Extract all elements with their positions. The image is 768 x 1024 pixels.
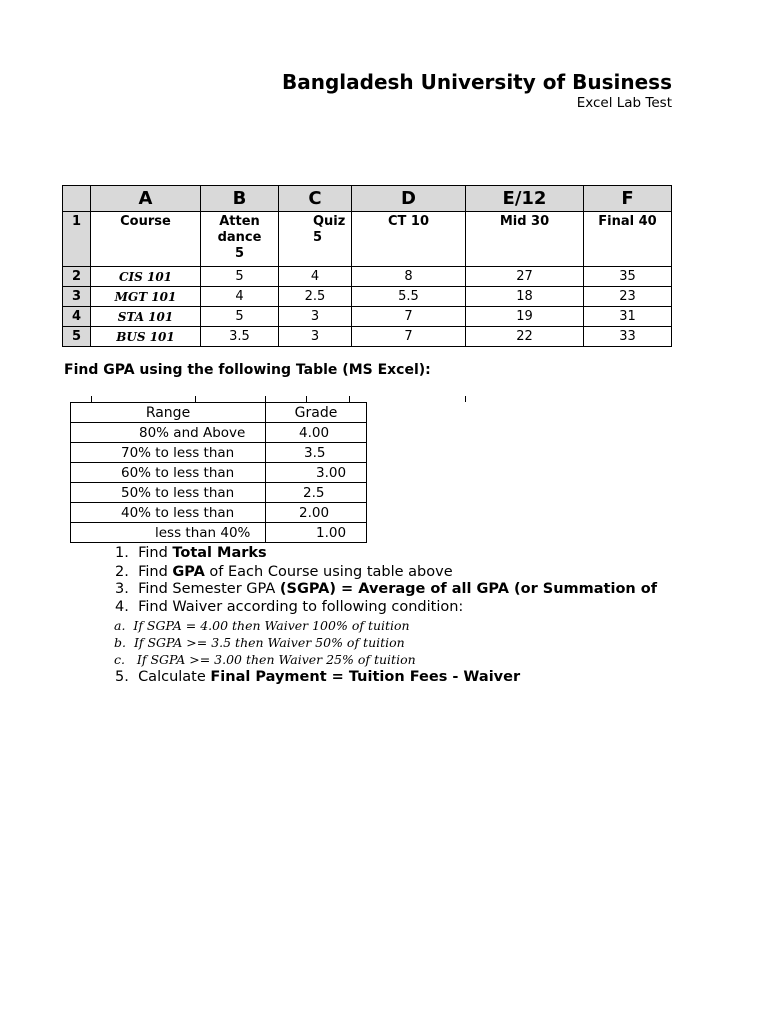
university-title: Bangladesh University of Business <box>281 70 672 94</box>
task-text: Find Semester GPA <box>138 581 280 597</box>
course-cell: CIS 101 <box>91 267 201 287</box>
final-cell: 23 <box>584 287 672 307</box>
task-number: 3. <box>115 581 129 597</box>
grade-row <box>71 503 367 523</box>
ct-cell: 5.5 <box>352 287 466 307</box>
task-text: Calculate <box>138 669 211 685</box>
task-bold: Final Payment = Tuition Fees - Waiver <box>210 669 521 685</box>
task-number: 2. <box>115 564 129 580</box>
course-cell: MGT 101 <box>91 287 201 307</box>
condition-item <box>114 635 405 650</box>
range-header: Range <box>71 403 266 423</box>
condition-letter: b. <box>114 635 126 650</box>
header-course: Course <box>91 212 201 267</box>
course-cell: BUS 101 <box>91 327 201 347</box>
task-text: Find <box>138 545 173 561</box>
task-item <box>115 599 463 615</box>
attendance-cell: 5 <box>201 267 279 287</box>
grade-cell: 4.00 <box>266 423 367 443</box>
table-row <box>63 267 672 287</box>
final-cell: 35 <box>584 267 672 287</box>
header-quiz: Quiz 5 <box>279 212 352 267</box>
ct-cell: 7 <box>352 307 466 327</box>
condition-text: If SGPA >= 3.5 then Waiver 50% of tuition <box>133 635 405 650</box>
quiz-cell: 3 <box>279 307 352 327</box>
final-cell: 31 <box>584 307 672 327</box>
task-rest: of Each Course using table above <box>204 564 453 580</box>
attendance-cell: 5 <box>201 307 279 327</box>
task-bold: (SGPA) = Average of all GPA (or Summation of <box>279 581 658 597</box>
table-row <box>63 307 672 327</box>
column-header: E/12 <box>466 186 584 212</box>
range-cell: 50% to less than <box>71 483 266 503</box>
header-attendance: Atten dance 5 <box>201 212 279 267</box>
task-number: 1. <box>115 545 129 561</box>
column-header: B <box>201 186 279 212</box>
task-item <box>115 581 657 597</box>
row-number: 5 <box>63 327 91 347</box>
grade-cell: 3.5 <box>266 443 367 463</box>
quiz-cell: 2.5 <box>279 287 352 307</box>
grade-row <box>71 483 367 503</box>
gpa-question: Find GPA using the following Table (MS Excel): <box>64 362 431 378</box>
task-bold: Total Marks <box>172 545 267 561</box>
range-cell: 70% to less than <box>71 443 266 463</box>
course-cell: STA 101 <box>91 307 201 327</box>
corner-cell <box>63 186 91 212</box>
task-text: Find Waiver according to following condition: <box>138 599 464 615</box>
condition-text: If SGPA = 4.00 then Waiver 100% of tuition <box>133 618 410 633</box>
table-row <box>63 327 672 347</box>
grade-header: Grade <box>266 403 367 423</box>
grade-table <box>70 402 367 543</box>
task-item <box>115 669 520 685</box>
ct-cell: 8 <box>352 267 466 287</box>
condition-letter: c. <box>114 652 125 667</box>
header-final: Final 40 <box>584 212 672 267</box>
column-header: D <box>352 186 466 212</box>
grade-row <box>71 423 367 443</box>
range-cell: 40% to less than <box>71 503 266 523</box>
task-bold: GPA <box>172 564 205 580</box>
mid-cell: 19 <box>466 307 584 327</box>
condition-text: If SGPA >= 3.00 then Waiver 25% of tuition <box>136 652 416 667</box>
task-item <box>115 564 453 580</box>
row-number: 1 <box>63 212 91 267</box>
attendance-cell: 4 <box>201 287 279 307</box>
task-text: Find <box>138 564 173 580</box>
marks-table <box>62 185 672 347</box>
tick-mark <box>465 396 466 402</box>
grade-cell: 3.00 <box>266 463 367 483</box>
attendance-cell: 3.5 <box>201 327 279 347</box>
row-number: 4 <box>63 307 91 327</box>
range-cell: less than 40% <box>71 523 266 543</box>
ct-cell: 7 <box>352 327 466 347</box>
header-mid: Mid 30 <box>466 212 584 267</box>
task-item <box>115 545 267 561</box>
final-cell: 33 <box>584 327 672 347</box>
column-header: C <box>279 186 352 212</box>
grade-row <box>71 523 367 543</box>
quiz-cell: 3 <box>279 327 352 347</box>
row-number: 2 <box>63 267 91 287</box>
mid-cell: 18 <box>466 287 584 307</box>
mid-cell: 22 <box>466 327 584 347</box>
header-ct: CT 10 <box>352 212 466 267</box>
table-row <box>63 287 672 307</box>
column-header: A <box>91 186 201 212</box>
grade-cell: 2.00 <box>266 503 367 523</box>
condition-item <box>114 652 416 667</box>
quiz-cell: 4 <box>279 267 352 287</box>
grade-row <box>71 463 367 483</box>
grade-row <box>71 443 367 463</box>
mid-cell: 27 <box>466 267 584 287</box>
task-number: 4. <box>115 599 129 615</box>
row-number: 3 <box>63 287 91 307</box>
task-number: 5. <box>115 669 129 685</box>
condition-letter: a. <box>114 618 126 633</box>
test-subtitle: Excel Lab Test <box>576 95 672 111</box>
grade-cell: 2.5 <box>266 483 367 503</box>
range-cell: 80% and Above <box>71 423 266 443</box>
condition-item <box>114 618 410 633</box>
grade-cell: 1.00 <box>266 523 367 543</box>
column-header: F <box>584 186 672 212</box>
range-cell: 60% to less than <box>71 463 266 483</box>
